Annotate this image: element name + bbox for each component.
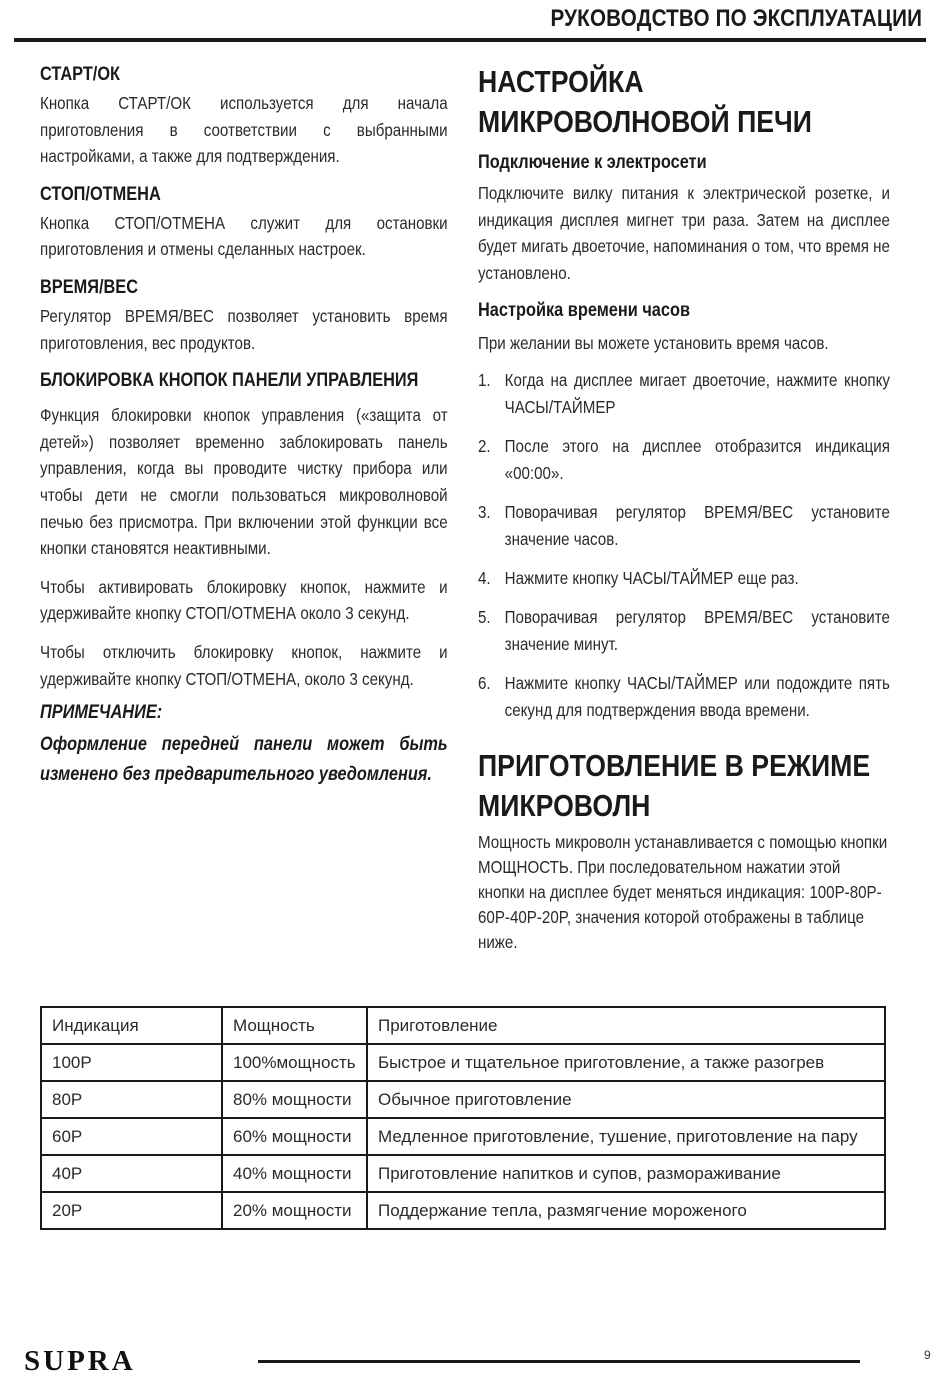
stop-cancel-text: Кнопка СТОП/ОТМЕНА служит для остановки приготовления и отмены сделанных настроек.: [40, 212, 448, 260]
table-cell: 60% мощности: [222, 1118, 367, 1155]
power-table: [40, 1006, 886, 1230]
start-ok-text: Кнопка СТАРТ/ОК используется для начала приготовления в соответствии с выбранными настройками, а также для подтверждения.: [40, 93, 448, 167]
table-header-cell: Мощность: [222, 1007, 367, 1044]
clock-setup-heading: Настройка времени часов: [478, 300, 691, 322]
table-row: [41, 1118, 885, 1155]
step-item: [478, 565, 890, 592]
lock-heading: БЛОКИРОВКА КНОПОК ПАНЕЛИ УПРАВЛЕНИЯ: [40, 370, 419, 392]
step-item: [478, 433, 890, 487]
header-title: РУКОВОДСТВО ПО ЭКСПЛУАТАЦИИ: [550, 5, 922, 32]
power-connection-heading: Подключение к электросети: [478, 152, 707, 173]
step-number: 2.: [478, 435, 491, 456]
step-item: [478, 367, 890, 421]
step-number: 1.: [478, 369, 491, 390]
table-cell: 40% мощности: [222, 1155, 367, 1192]
header-rule: [14, 38, 926, 42]
table-cell: Быстрое и тщательное приготовление, а также разогрев: [367, 1044, 885, 1081]
step-number: 4.: [478, 567, 491, 588]
step-text: Нажмите кнопку ЧАСЫ/ТАЙМЕР или подождите пять секунд для подтверждения ввода времени.: [504, 672, 890, 720]
table-cell: 40P: [41, 1155, 222, 1192]
power-connection-text: Подключите вилку питания к электрической розетке, и индикация дисплея мигнет три раза. Затем на дисплее будет мигать двоеточие, напоминания о том, что время не установлено.: [478, 183, 890, 283]
table-cell: Приготовление напитков и супов, размораживание: [367, 1155, 885, 1192]
table-header-cell: Приготовление: [367, 1007, 885, 1044]
step-item: [478, 499, 890, 553]
step-text: Поворачивая регулятор ВРЕМЯ/ВЕС установите значение часов.: [504, 501, 890, 549]
table-cell: 80% мощности: [222, 1081, 367, 1118]
right-column: [478, 62, 890, 955]
table-cell: 100P: [41, 1044, 222, 1081]
step-item: [478, 670, 890, 724]
table-row: [41, 1081, 885, 1118]
table-cell: 60P: [41, 1118, 222, 1155]
time-weight-heading: ВРЕМЯ/ВЕС: [40, 276, 138, 298]
table-header-cell: Индикация: [41, 1007, 222, 1044]
footer-rule: [258, 1360, 860, 1363]
note-text: Оформление передней панели может быть изменено без предварительного уведомления.: [40, 734, 448, 786]
table-cell: 20% мощности: [222, 1192, 367, 1229]
step-number: 5.: [478, 606, 491, 627]
step-number: 3.: [478, 501, 491, 522]
start-ok-heading: СТАРТ/ОК: [40, 64, 121, 85]
table-cell: Поддержание тепла, размягчение мороженого: [367, 1192, 885, 1229]
microwave-mode-heading: ПРИГОТОВЛЕНИЕ В РЕЖИМЕ МИКРОВОЛН: [478, 747, 871, 823]
step-text: Нажмите кнопку ЧАСЫ/ТАЙМЕР еще раз.: [504, 567, 799, 588]
left-column: [40, 64, 448, 790]
table-cell: Обычное приготовление: [367, 1081, 885, 1118]
table-cell: 80P: [41, 1081, 222, 1118]
table-header-row: [41, 1007, 885, 1044]
table-cell: Медленное приготовление, тушение, приготовление на пару: [367, 1118, 885, 1155]
supra-logo: SUPRA: [24, 1345, 136, 1377]
step-text: Поворачивая регулятор ВРЕМЯ/ВЕС установите значение минут.: [504, 606, 890, 654]
table-row: [41, 1192, 885, 1229]
page-number: 9: [924, 1348, 931, 1362]
step-item: [478, 604, 890, 658]
step-number: 6.: [478, 672, 491, 693]
microwave-mode-text: Мощность микроволн устанавливается с помощью кнопки МОЩНОСТЬ. При последовательном нажатии этой кнопки на дисплее будет меняться индикация: 100P-80P-60P-40P-20P, значения которой отображены в таблице ниже.: [478, 831, 888, 952]
step-text: После этого на дисплее отобразится индикация «00:00».: [504, 435, 890, 483]
setup-heading: НАСТРОЙКА МИКРОВОЛНОВОЙ ПЕЧИ: [478, 64, 812, 139]
table-cell: 20P: [41, 1192, 222, 1229]
lock-paragraph-2: Чтобы активировать блокировку кнопок, нажмите и удерживайте кнопку СТОП/ОТМЕНА около 3 секунд.: [40, 576, 448, 624]
clock-setup-intro: При желании вы можете установить время часов.: [478, 333, 829, 354]
lock-paragraph-3: Чтобы отключить блокировку кнопок, нажмите и удерживайте кнопку СТОП/ОТМЕНА, около 3 секунд.: [40, 641, 448, 689]
clock-steps-list: [478, 367, 890, 724]
note-heading: ПРИМЕЧАНИЕ:: [40, 702, 163, 724]
time-weight-text: Регулятор ВРЕМЯ/ВЕС позволяет установить время приготовления, вес продуктов.: [40, 305, 448, 353]
table-row: [41, 1044, 885, 1081]
table-cell: 100%мощность: [222, 1044, 367, 1081]
step-text: Когда на дисплее мигает двоеточие, нажмите кнопку ЧАСЫ/ТАЙМЕР: [504, 369, 890, 417]
stop-cancel-heading: СТОП/ОТМЕНА: [40, 183, 161, 205]
lock-paragraph-1: Функция блокировки кнопок управления («защита от детей») позволяет временно заблокировать панель управления, когда вы проводите чистку прибора или чтобы дети не смогли пользоваться микроволновой печью без присмотра. При включении этой функции все кнопки становятся неактивными.: [40, 405, 448, 559]
table-row: [41, 1155, 885, 1192]
